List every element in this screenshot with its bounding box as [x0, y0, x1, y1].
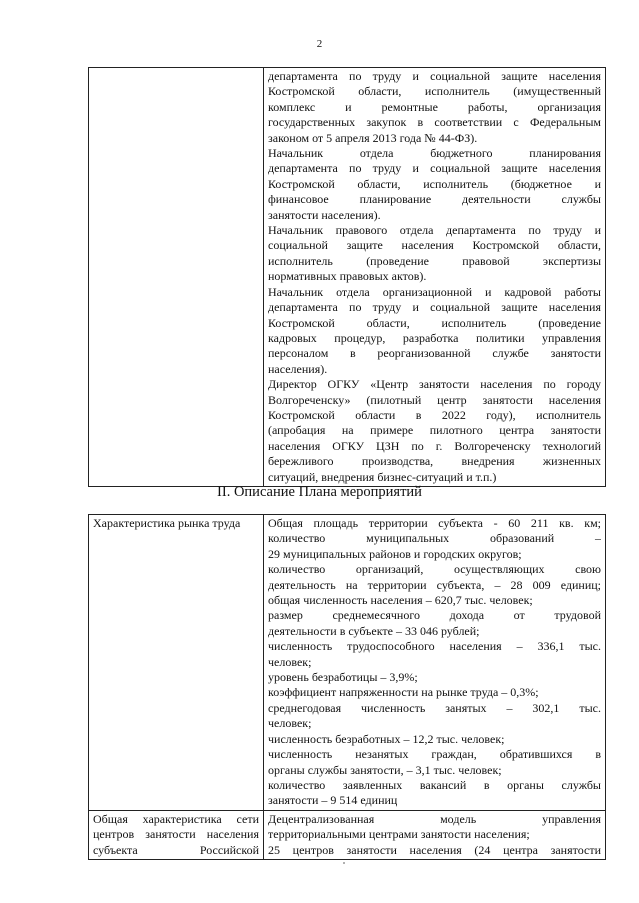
cell-text [268, 516, 601, 809]
responsible-persons-cell [264, 68, 606, 487]
text-line: количество заявленных вакансий в органы службы [268, 777, 601, 792]
text-line: кадровых процедур, разработка политики управления [268, 330, 601, 345]
row-value-cell [264, 810, 606, 859]
row-label-cell [89, 810, 264, 859]
text-line: государственных закупок в соответствии с Федеральным [268, 115, 601, 130]
text-line: Костромской области, исполнитель (бюджетное и [268, 176, 601, 191]
text-line: финансовое планирование деятельности службы [268, 192, 601, 207]
text-line: количество организаций, осуществляющих свою [268, 562, 601, 577]
text-line: деятельности в субъекте – 33 046 рублей; [268, 623, 480, 638]
text-line: численность незанятых граждан, обратившихся в [268, 747, 601, 762]
text-line: персоналом в реорганизованной службе занятости [268, 346, 601, 361]
text-line: бережливого производства, внедрения жизненных [268, 454, 601, 469]
text-line: Костромской области, исполнитель (имущественный [268, 84, 601, 99]
text-line: человек; [268, 654, 312, 669]
text-line: департамента по труду и социальной защите населения [268, 69, 601, 83]
text-line: 29 муниципальных районов и городских округов; [268, 546, 522, 561]
text-line: нормативных правовых актов). [268, 269, 427, 284]
table-row [89, 68, 606, 487]
text-line: 25 центров занятости населения (24 центра занятости [268, 842, 601, 857]
responsible-persons-table [88, 67, 606, 487]
text-line: человек; [268, 716, 312, 731]
text-line: Костромской области, исполнитель (проведение [268, 315, 601, 330]
cell-text [93, 516, 259, 531]
row-label-cell [89, 515, 264, 811]
text-line: социальной защите населения Костромской области, [268, 238, 601, 253]
text-line: Децентрализованная модель управления [268, 811, 601, 826]
section-heading: II. Описание Плана мероприятий [217, 484, 422, 500]
text-line: населения ОГКУ ЦЗН по г. Волгореченску технологий [268, 438, 601, 453]
row-value-cell [264, 515, 606, 811]
text-line: Волгореченску» (пилотный центр занятости населения [268, 392, 601, 407]
text-line: Директор ОГКУ «Центр занятости населения по городу [268, 377, 601, 392]
table-row [89, 810, 606, 859]
text-line: ситуаций, внедрения бизнес-ситуаций и т.п.) [268, 469, 497, 484]
text-line: субъекта Российской [93, 842, 259, 857]
text-line: Общая характеристика сети [93, 811, 259, 826]
empty-left-cell [89, 68, 264, 487]
text-line: Характеристика рынка труда [93, 516, 241, 530]
text-line: количество муниципальных образований – [268, 531, 601, 546]
text-line: (апробация на примере пилотного центра занятости [268, 423, 601, 438]
text-line: численность трудоспособного населения – 336,1 тыс. [268, 639, 601, 654]
text-line: среднегодовая численность занятых – 302,1 тыс. [268, 700, 601, 715]
text-line: комплекс и ремонтные работы, организация [268, 99, 601, 114]
cell-text [93, 812, 259, 858]
text-line: размер среднемесячного дохода от трудовой [268, 608, 601, 623]
text-line: территориальными центрами занятости населения; [268, 827, 530, 842]
text-line: занятости – 9 514 единиц [268, 793, 398, 808]
text-line: уровень безработицы – 3,9%; [268, 670, 418, 685]
text-line: Костромской области в 2022 году), исполнитель [268, 407, 601, 422]
text-line: центров занятости населения [93, 827, 259, 842]
text-line: департамента по труду и социальной защите населения [268, 161, 601, 176]
plan-description-table [88, 514, 606, 860]
text-line: коэффициент напряженности на рынке труда – 0,3%; [268, 685, 539, 700]
text-line: деятельность на территории субъекта, – 28 009 единиц; [268, 577, 601, 592]
page-number: 2 [316, 38, 323, 50]
cell-text [268, 812, 601, 858]
text-line: Начальник отдела бюджетного планирования [268, 146, 601, 161]
scan-mark [343, 862, 345, 864]
text-line: общая численность населения – 620,7 тыс. человек; [268, 593, 533, 608]
table-row [89, 515, 606, 811]
text-line: Начальник отдела организационной и кадровой работы [268, 284, 601, 299]
text-line: исполнитель (проведение правовой экспертизы [268, 253, 601, 268]
text-line: населения). [268, 361, 328, 376]
text-line: департамента по труду и социальной защите населения [268, 300, 601, 315]
text-line: численность безработных – 12,2 тыс. человек; [268, 731, 505, 746]
text-line: Начальник правового отдела департамента по труду и [268, 223, 601, 238]
text-line: занятости населения). [268, 207, 381, 222]
cell-text [268, 69, 601, 485]
text-line: Общая площадь территории субъекта - 60 211 кв. км; [268, 516, 601, 530]
text-line: органы службы занятости, – 3,1 тыс. человек; [268, 762, 502, 777]
text-line: законом от 5 апреля 2013 года № 44-ФЗ). [268, 130, 478, 145]
